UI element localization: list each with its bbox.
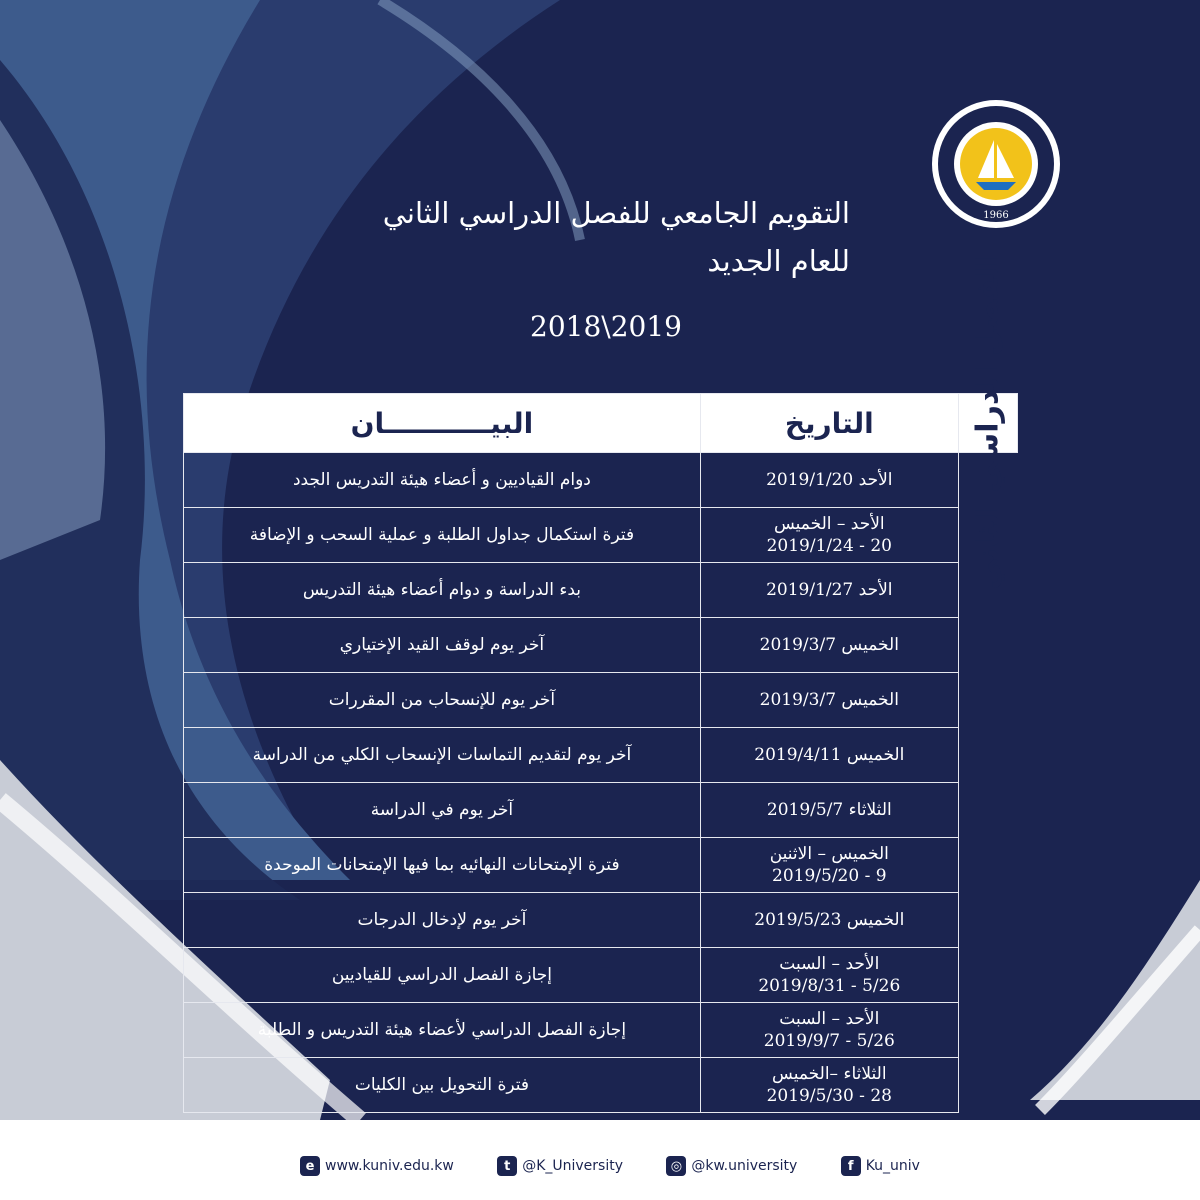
row-description: إجازة الفصل الدراسي لأعضاء هيئة التدريس و الطلبة	[184, 1003, 701, 1058]
page-title: التقويم الجامعي للفصل الدراسي الثاني	[382, 196, 850, 230]
row-description: فترة استكمال جداول الطلبة و عملية السحب و الإضافة	[184, 508, 701, 563]
row-date: الأحد 2019/1/20	[700, 453, 958, 508]
row-description: بدء الدراسة و دوام أعضاء هيئة التدريس	[184, 563, 701, 618]
footer-facebook[interactable]: f Ku_univ	[841, 1156, 920, 1176]
row-description: فترة التحويل بين الكليات	[184, 1058, 701, 1113]
row-description: إجازة الفصل الدراسي للقياديين	[184, 948, 701, 1003]
web-icon: e	[300, 1156, 320, 1176]
table-row	[184, 618, 1018, 673]
facebook-icon: f	[841, 1156, 861, 1176]
row-date: الخميس – الاثنين 9 - 2019/5/20	[700, 838, 958, 893]
footer-contacts	[300, 1154, 920, 1178]
row-date: الثلاثاء 2019/5/7	[700, 783, 958, 838]
table-row	[184, 948, 1018, 1003]
header-description: البيـــــــــــان	[184, 394, 701, 453]
academic-year: 2018\2019	[530, 310, 682, 343]
table-row	[184, 838, 1018, 893]
table-row	[184, 508, 1018, 563]
table-row	[184, 563, 1018, 618]
svg-text:1966: 1966	[983, 210, 1009, 221]
table-row	[184, 673, 1018, 728]
footer-twitter[interactable]: t @K_University	[497, 1156, 623, 1176]
instagram-icon: ◎	[666, 1156, 686, 1176]
table-row	[184, 1058, 1018, 1113]
table-row	[184, 728, 1018, 783]
row-description: آخر يوم في الدراسة	[184, 783, 701, 838]
row-date: الأحد – السبت 5/26 - 2019/9/7	[700, 1003, 958, 1058]
row-date: الأحد – السبت 5/26 - 2019/8/31	[700, 948, 958, 1003]
row-description: آخر يوم لتقديم التماسات الإنسحاب الكلي من الدراسة	[184, 728, 701, 783]
footer-website[interactable]: e www.kuniv.edu.kw	[300, 1156, 454, 1176]
row-date: الخميس 2019/5/23	[700, 893, 958, 948]
row-description: فترة الإمتحانات النهائيه بما فيها الإمتحانات الموحدة	[184, 838, 701, 893]
page-subtitle: للعام الجديد	[707, 244, 850, 278]
table-row	[184, 783, 1018, 838]
table-row	[184, 1003, 1018, 1058]
table-row	[184, 453, 1018, 508]
university-logo	[930, 90, 1062, 238]
row-description: دوام القياديين و أعضاء هيئة التدريس الجدد	[184, 453, 701, 508]
semester-side-label: الفصل الدراسي الثاني	[958, 394, 1017, 453]
row-date: الخميس 2019/4/11	[700, 728, 958, 783]
row-date: الثلاثاء –الخميس 28 - 2019/5/30	[700, 1058, 958, 1113]
table-row	[184, 893, 1018, 948]
row-description: آخر يوم للإنسحاب من المقررات	[184, 673, 701, 728]
row-description: آخر يوم لإدخال الدرجات	[184, 893, 701, 948]
twitter-icon: t	[497, 1156, 517, 1176]
row-date: الأحد – الخميس 20 - 2019/1/24	[700, 508, 958, 563]
row-date: الخميس 2019/3/7	[700, 673, 958, 728]
row-date: الخميس 2019/3/7	[700, 618, 958, 673]
header-date: التاريخ	[700, 394, 958, 453]
row-description: آخر يوم لوقف القيد الإختياري	[184, 618, 701, 673]
row-date: الأحد 2019/1/27	[700, 563, 958, 618]
footer-instagram[interactable]: ◎ @kw.university	[666, 1156, 797, 1176]
